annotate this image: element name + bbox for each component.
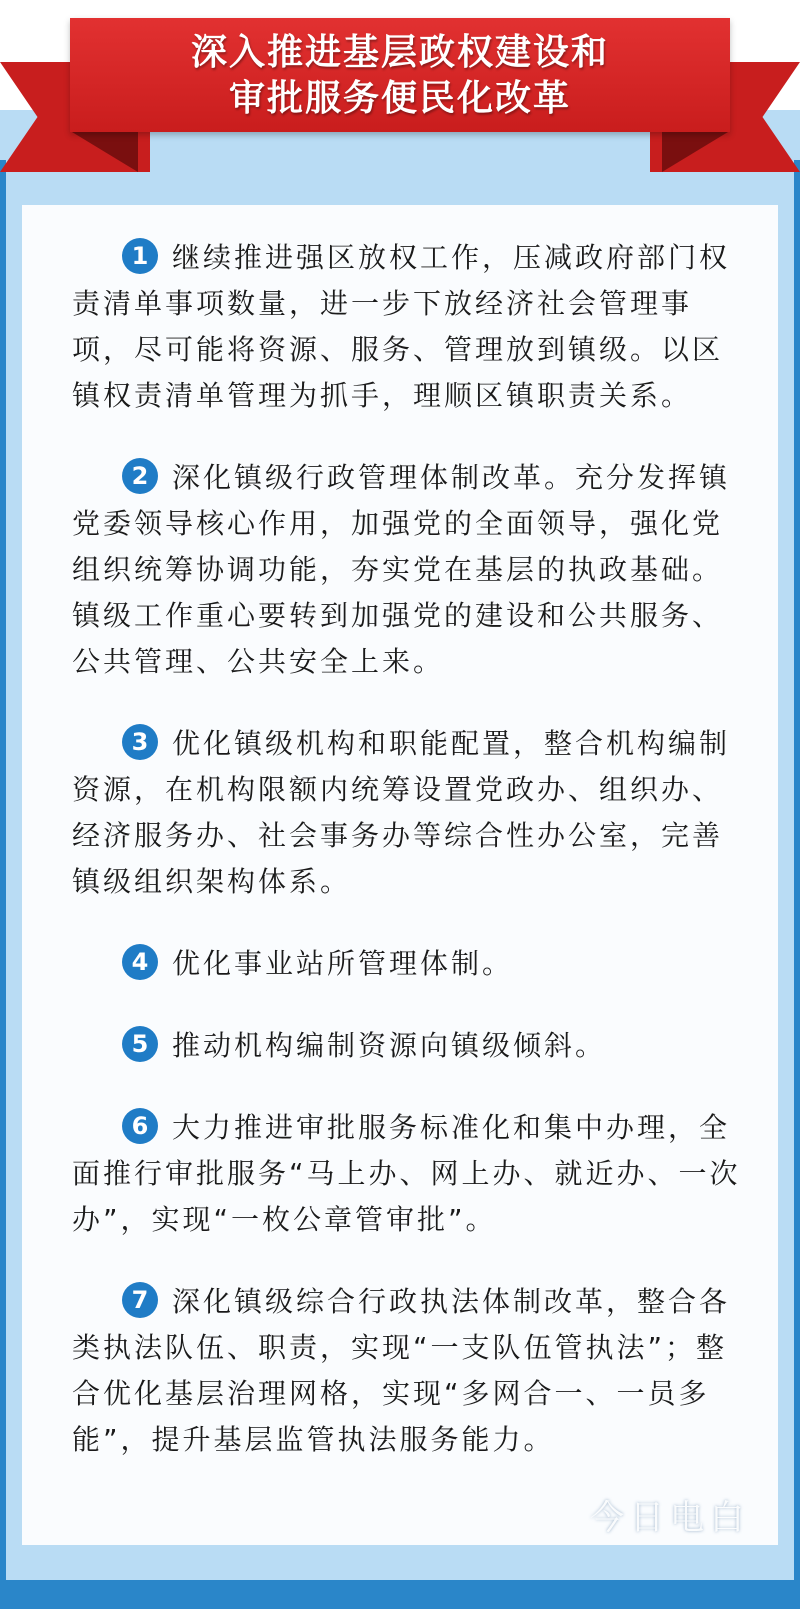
list-item	[72, 455, 742, 685]
list-item	[72, 235, 742, 419]
list-item-text: 优化镇级机构和职能配置，整合机构编制资源，在机构限额内统筹设置党政办、组织办、经济服务办、社会事务办等综合性办公室，完善镇级组织架构体系。	[72, 727, 731, 898]
list-item-text: 深化镇级行政管理体制改革。充分发挥镇党委领导核心作用，加强党的全面领导，强化党组织统筹协调功能，夯实党在基层的执政基础。镇级工作重心要转到加强党的建设和公共服务、公共管理、公共安全上来。	[72, 461, 731, 678]
page-title	[70, 30, 730, 122]
watermark-logo: 今日电白	[590, 1498, 750, 1538]
list-item-text: 优化事业站所管理体制。	[172, 947, 514, 980]
content-card	[22, 205, 778, 1545]
list-item-text: 继续推进强区放权工作，压减政府部门权责清单事项数量，进一步下放经济社会管理事项，尽可能将资源、服务、管理放到镇级。以区镇权责清单管理为抓手，理顺区镇职责关系。	[72, 241, 731, 412]
number-badge: 3	[122, 724, 158, 760]
number-badge: 6	[122, 1108, 158, 1144]
ribbon-fold-left	[72, 132, 138, 172]
panel-border-right	[794, 160, 800, 1590]
panel-border-left	[0, 160, 6, 1590]
list-item	[72, 1023, 742, 1069]
list-item	[72, 721, 742, 905]
title-line-1: 深入推进基层政权建设和	[190, 32, 609, 73]
list-item-text: 推动机构编制资源向镇级倾斜。	[172, 1029, 607, 1062]
title-line-2: 审批服务便民化改革	[228, 78, 571, 119]
number-badge: 2	[122, 458, 158, 494]
title-ribbon	[70, 18, 730, 132]
number-badge: 1	[122, 238, 158, 274]
list-item	[72, 1279, 742, 1463]
reform-list	[72, 235, 742, 1463]
ribbon-fold-right	[662, 132, 728, 172]
list-item-text: 深化镇级综合行政执法体制改革，整合各类执法队伍、职责，实现“一支队伍管执法”；整合优化基层治理网格，实现“多网合一、一员多能”，提升基层监管执法服务能力。	[72, 1285, 731, 1456]
list-item	[72, 1105, 742, 1243]
number-badge: 5	[122, 1026, 158, 1062]
number-badge: 7	[122, 1282, 158, 1318]
number-badge: 4	[122, 944, 158, 980]
list-item-text: 大力推进审批服务标准化和集中办理，全面推行审批服务“马上办、网上办、就近办、一次办”，实现“一枚公章管审批”。	[72, 1111, 741, 1236]
panel-border-bottom	[0, 1580, 800, 1609]
list-item	[72, 941, 742, 987]
